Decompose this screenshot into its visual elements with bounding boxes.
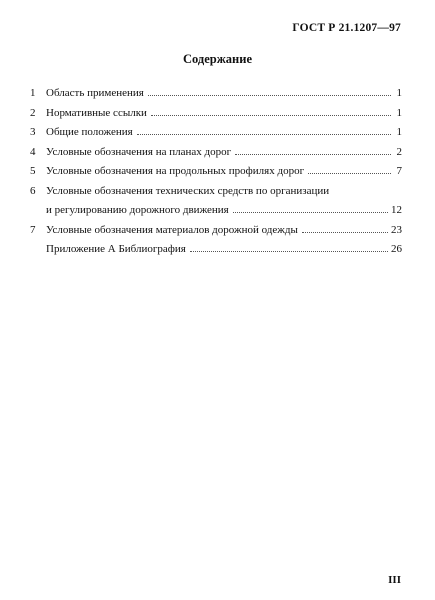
page-number: III: [388, 574, 401, 586]
toc-entry-4[interactable]: [30, 146, 402, 166]
toc-entry-3[interactable]: [30, 126, 402, 146]
toc-entry-title: Область применения: [46, 87, 144, 99]
dot-leader: [302, 232, 388, 233]
toc-entry-title: Нормативные ссылки: [46, 106, 147, 119]
toc-entry-page: 7: [396, 165, 402, 177]
toc-entry-page: 12: [391, 204, 402, 216]
toc-entry-number: 1: [30, 87, 36, 99]
toc-entry-5[interactable]: [30, 165, 402, 185]
toc-entry-title: Общие положения: [46, 126, 133, 138]
toc-entry-page: 1: [396, 126, 402, 138]
toc-entry-number: 6: [30, 184, 36, 197]
toc-entry-number: 3: [30, 126, 36, 138]
toc-entry-2[interactable]: [30, 107, 402, 127]
toc-entry-number: 4: [30, 145, 36, 158]
toc-entry-1[interactable]: [30, 87, 402, 107]
toc-entry-page: 26: [391, 243, 402, 255]
toc-entry-title: и регулированию дорожного движения: [46, 204, 229, 216]
toc-entry-6[interactable]: [30, 185, 402, 205]
dot-leader: [151, 115, 391, 116]
toc-heading: Содержание: [182, 52, 252, 66]
dot-leader: [137, 134, 391, 135]
toc-entry-title: Приложение А Библиография: [46, 243, 186, 255]
toc-entry-page: 2: [396, 145, 402, 158]
dot-leader: [148, 95, 391, 96]
toc-entry-title: Условные обозначения на продольных профилях дорог: [46, 165, 305, 177]
toc-entry-title: Условные обозначения технических средств по организации: [46, 184, 330, 197]
toc-entry-appendix-a[interactable]: [30, 243, 402, 263]
toc-entry-number: 2: [30, 106, 36, 119]
dot-leader: [235, 154, 391, 155]
toc-entry-number: 5: [30, 165, 36, 177]
document-code: ГОСТ Р 21.1207—97: [292, 22, 401, 34]
dot-leader: [190, 251, 388, 252]
table-of-contents: [30, 87, 402, 263]
dot-leader: [308, 173, 391, 174]
toc-entry-7[interactable]: [30, 224, 402, 244]
toc-entry-title: Условные обозначения на планах дорог: [46, 145, 232, 158]
toc-entry-page: 1: [396, 87, 402, 99]
toc-entry-6-continued[interactable]: [30, 204, 402, 224]
toc-entry-page: 23: [391, 223, 402, 236]
toc-entry-number: 7: [30, 223, 36, 236]
dot-leader: [233, 212, 388, 213]
toc-entry-title: Условные обозначения материалов дорожной одежды: [46, 223, 298, 236]
toc-entry-page: 1: [396, 106, 402, 119]
